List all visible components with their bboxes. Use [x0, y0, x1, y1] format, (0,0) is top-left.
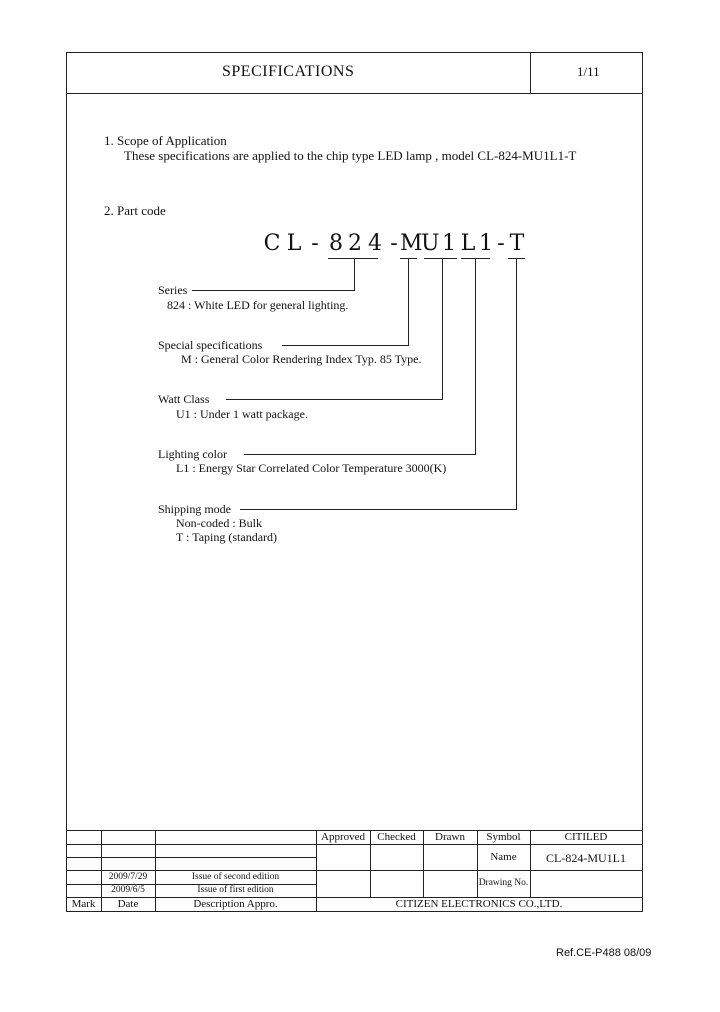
- series-underline: [328, 258, 378, 259]
- frame-right: [642, 52, 643, 912]
- watt-underline: [424, 258, 457, 259]
- part-code-char: L: [286, 231, 302, 256]
- rev1-desc: Issue of second edition: [191, 872, 280, 882]
- col-description: Description Appro.: [193, 898, 278, 910]
- part-code-char: C: [263, 231, 281, 256]
- special-leader-h: [282, 345, 409, 346]
- shipping-label: Shipping mode: [158, 502, 232, 516]
- watt-desc: U1 : Under 1 watt package.: [176, 407, 308, 421]
- part-code-char: 1: [479, 231, 493, 256]
- watt-leader-h: [226, 399, 443, 400]
- shipping-leader-v: [516, 258, 517, 509]
- company-name: CITIZEN ELECTRONICS CO.,LTD.: [395, 898, 563, 910]
- series-leader-v: [354, 258, 355, 290]
- lighting-leader-h: [244, 454, 476, 455]
- shipping-leader-h: [240, 509, 517, 510]
- page-title: SPECIFICATIONS: [222, 63, 355, 80]
- watt-leader-v: [442, 258, 443, 399]
- part-code-char: 4: [368, 231, 382, 256]
- special-label: Special specifications: [158, 338, 263, 352]
- scope-text: These specifications are applied to the chip type LED lamp , model CL-824-MU1L1-T: [124, 148, 577, 163]
- tb-line-2: [66, 844, 643, 845]
- part-code-char: L: [460, 231, 476, 256]
- part-code-char: -: [390, 231, 398, 256]
- lighting-leader-v: [475, 258, 476, 454]
- tb-line-bottom: [66, 911, 643, 912]
- part-code-heading: 2. Part code: [104, 203, 166, 218]
- approved-header: Approved: [321, 831, 365, 843]
- special-leader-v: [408, 258, 409, 345]
- lighting-label: Lighting color: [158, 447, 227, 461]
- col-mark: Mark: [71, 898, 96, 910]
- rev1-date: 2009/7/29: [108, 872, 148, 882]
- drawn-header: Drawn: [435, 831, 465, 843]
- part-code-char: -: [497, 231, 505, 256]
- lighting-desc: L1 : Energy Star Correlated Color Temperature 3000(K): [176, 461, 447, 475]
- scope-heading: 1. Scope of Application: [104, 133, 227, 148]
- part-code-char: U: [421, 231, 440, 256]
- rev2-date: 2009/6/5: [111, 885, 145, 895]
- special-desc: M : General Color Rendering Index Typ. 85 Type.: [181, 352, 422, 366]
- page-number: 1/11: [577, 64, 600, 79]
- series-desc: 824 : White LED for general lighting.: [167, 298, 349, 312]
- part-code-char: 1: [442, 231, 456, 256]
- symbol-header: Symbol: [486, 831, 521, 843]
- frame-top: [66, 52, 643, 53]
- part-code-char: 2: [348, 231, 362, 256]
- series-label: Series: [158, 283, 188, 297]
- frame-left: [66, 52, 67, 912]
- rev2-desc: Issue of first edition: [197, 885, 274, 895]
- watt-label: Watt Class: [158, 392, 210, 406]
- name-value: CL-824-MU1L1: [546, 851, 626, 865]
- header-separator: [530, 52, 531, 93]
- col-date: Date: [117, 898, 139, 910]
- checked-header: Checked: [377, 831, 416, 843]
- part-code-char: T: [509, 231, 525, 256]
- part-code-char: M: [400, 231, 423, 256]
- shipping-desc-bulk: Non-coded : Bulk: [176, 516, 262, 530]
- part-code-char: -: [311, 231, 319, 256]
- tb-line-3: [66, 857, 317, 858]
- shipping-desc-taping: T : Taping (standard): [176, 530, 278, 544]
- header-divider: [66, 93, 643, 94]
- series-leader-h: [192, 290, 355, 291]
- reference-code: Ref.CE-P488 08/09: [556, 947, 652, 959]
- part-code-char: 8: [329, 231, 343, 256]
- brand-label: CITILED: [564, 831, 608, 843]
- name-label: Name: [490, 851, 517, 863]
- drawing-no-label: Drawing No.: [478, 878, 529, 888]
- tb-line-4: [66, 870, 643, 871]
